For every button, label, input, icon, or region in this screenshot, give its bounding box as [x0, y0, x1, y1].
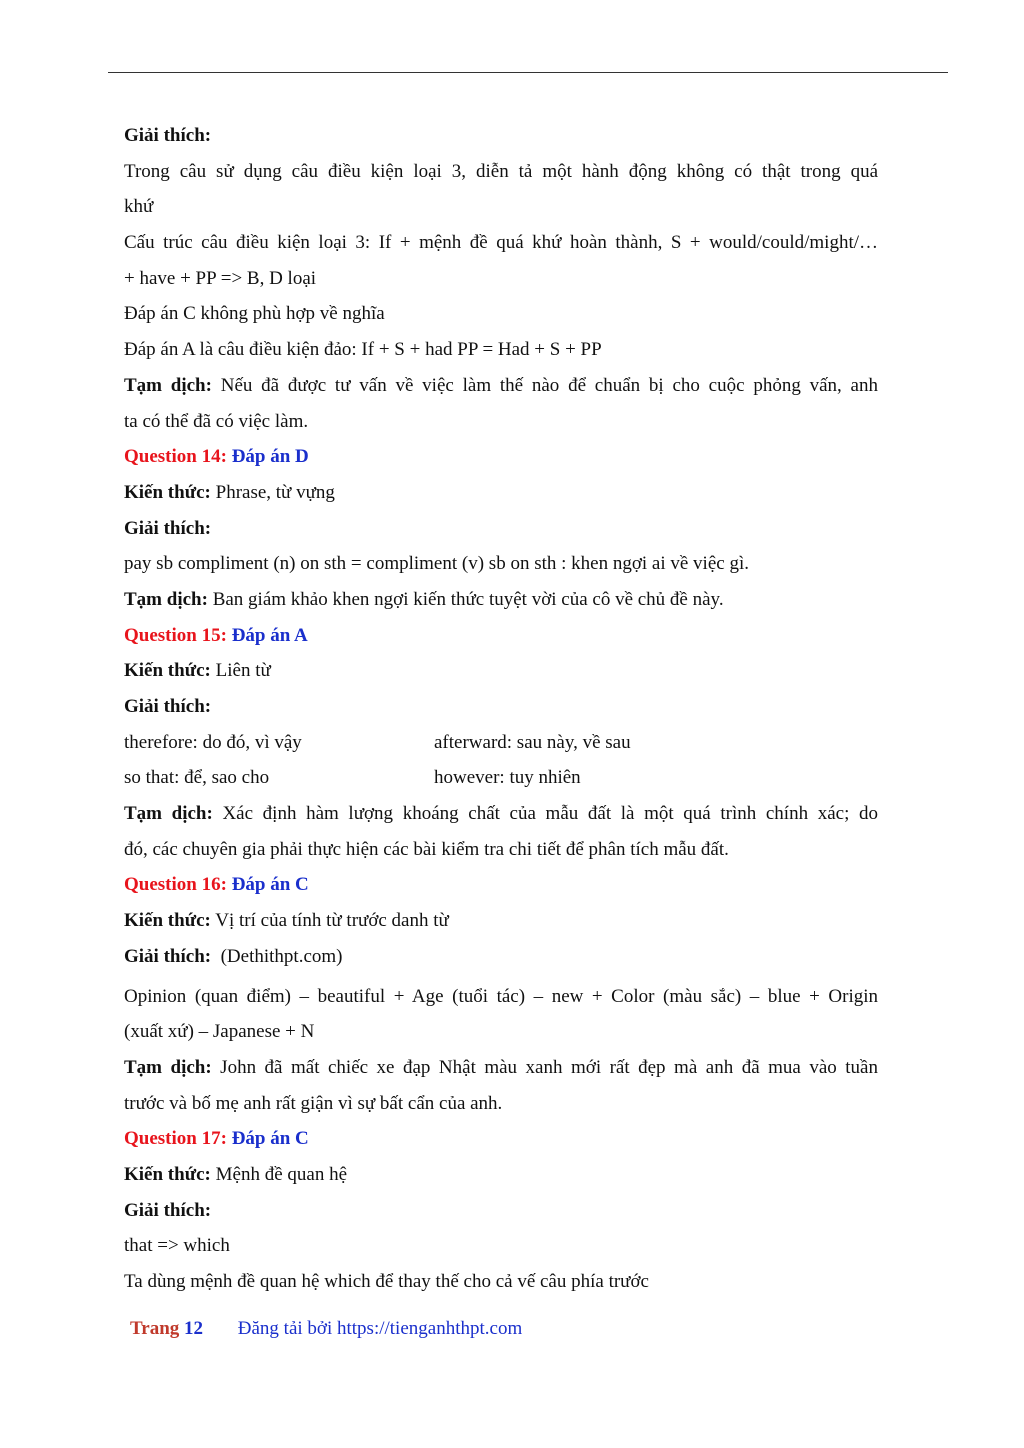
knowledge-label: Kiến thức:: [124, 1163, 211, 1185]
question-label: Question 14:: [124, 446, 227, 468]
answer-label: Đáp án D: [231, 446, 309, 468]
explanation-line: Ta dùng mệnh đề quan hệ which để thay thế cho cả vế câu phía trước: [124, 1271, 649, 1292]
question-15-heading: [124, 618, 878, 654]
header-rule: [108, 72, 948, 73]
translation-text: Xác định hàm lượng khoáng chất của mẫu đất là một quá trình chính xác; do: [212, 803, 878, 825]
footer-credit-link[interactable]: Đăng tải bởi https://tienganhthpt.com: [237, 1318, 523, 1339]
page-number: 12: [184, 1318, 204, 1339]
knowledge-line: [124, 903, 878, 939]
knowledge-text: Vị trí của tính từ trước danh từ: [210, 910, 449, 932]
translation-line: [124, 796, 878, 832]
translation-label: Tạm dịch:: [124, 803, 213, 825]
source-note: (Dethithpt.com): [211, 945, 343, 967]
explanation-heading: Giải thích:: [124, 945, 212, 967]
knowledge-text: Mệnh đề quan hệ: [210, 1163, 348, 1185]
answer-label: Đáp án A: [231, 624, 308, 646]
translation-text: John đã mất chiếc xe đạp Nhật màu xanh mới rất đẹp mà anh đã mua vào tuần: [211, 1056, 878, 1078]
question-label: Question 16:: [124, 874, 227, 896]
explanation-line: Cấu trúc câu điều kiện loại 3: If + mệnh đề quá khứ hoàn thành, S + would/could/might/…: [124, 232, 878, 254]
translation-text: Ban giám khảo khen ngợi kiến thức tuyệt vời của cô về chủ đề này.: [207, 588, 724, 610]
vocab-row: [124, 725, 878, 761]
explanation-line: Đáp án C không phù hợp về nghĩa: [124, 303, 385, 325]
translation-line: [124, 368, 878, 404]
vocab-item: so that: để, sao cho: [124, 767, 270, 789]
explanation-line: Opinion (quan điểm) – beautiful + Age (tuổi tác) – new + Color (màu sắc) – blue + Origin: [124, 985, 878, 1007]
page-footer: [130, 1314, 522, 1344]
explanation-heading-line: [124, 939, 878, 975]
translation-line: [124, 1050, 878, 1086]
knowledge-line: [124, 1157, 878, 1193]
translation-label: Tạm dịch:: [124, 588, 208, 610]
explanation-heading: Giải thích:: [124, 696, 212, 717]
knowledge-line: [124, 653, 878, 689]
explanation-line: (xuất xứ) – Japanese + N: [124, 1021, 315, 1043]
knowledge-label: Kiến thức:: [124, 481, 211, 503]
page-content: [124, 118, 878, 1300]
translation-label: Tạm dịch:: [124, 374, 212, 396]
vocab-item: however: tuy nhiên: [434, 767, 581, 789]
vocab-item: therefore: do đó, vì vậy: [124, 731, 302, 753]
vocab-row: [124, 760, 878, 796]
question-label: Question 17:: [124, 1128, 227, 1150]
explanation-line: pay sb compliment (n) on sth = compliment (v) sb on sth : khen ngợi ai về việc gì.: [124, 553, 749, 575]
explanation-heading: Giải thích:: [124, 125, 212, 146]
translation-line: ta có thể đã có việc làm.: [124, 410, 309, 432]
explanation-line: Đáp án A là câu điều kiện đảo: If + S + had PP = Had + S + PP: [124, 339, 602, 361]
knowledge-label: Kiến thức:: [124, 910, 211, 932]
translation-line: trước và bố mẹ anh rất giận vì sự bất cẩn của anh.: [124, 1092, 503, 1114]
explanation-line: khứ: [124, 196, 154, 218]
question-label: Question 15:: [124, 624, 227, 646]
answer-label: Đáp án C: [231, 874, 309, 896]
knowledge-line: [124, 475, 878, 511]
explanation-heading: Giải thích:: [124, 1199, 212, 1221]
translation-label: Tạm dịch:: [124, 1056, 212, 1078]
knowledge-text: Phrase, từ vựng: [210, 481, 335, 503]
translation-line: đó, các chuyên gia phải thực hiện các bài kiểm tra chi tiết để phân tích mẫu đất.: [124, 838, 729, 860]
explanation-line: + have + PP => B, D loại: [124, 267, 317, 289]
answer-label: Đáp án C: [231, 1128, 309, 1150]
explanation-line: Trong câu sử dụng câu điều kiện loại 3, diễn tả một hành động không có thật trong quá: [124, 160, 878, 182]
knowledge-label: Kiến thức:: [124, 660, 211, 682]
question-17-heading: [124, 1121, 878, 1157]
question-14-heading: [124, 439, 878, 475]
translation-line: [124, 582, 878, 618]
explanation-heading: Giải thích:: [124, 517, 212, 539]
explanation-line: that => which: [124, 1235, 230, 1257]
knowledge-text: Liên từ: [210, 660, 271, 682]
vocab-item: afterward: sau này, về sau: [434, 731, 631, 753]
question-16-heading: [124, 867, 878, 903]
page-word: Trang: [130, 1318, 180, 1339]
translation-text: Nếu đã được tư vấn về việc làm thế nào để chuẩn bị cho cuộc phỏng vấn, anh: [211, 374, 878, 396]
